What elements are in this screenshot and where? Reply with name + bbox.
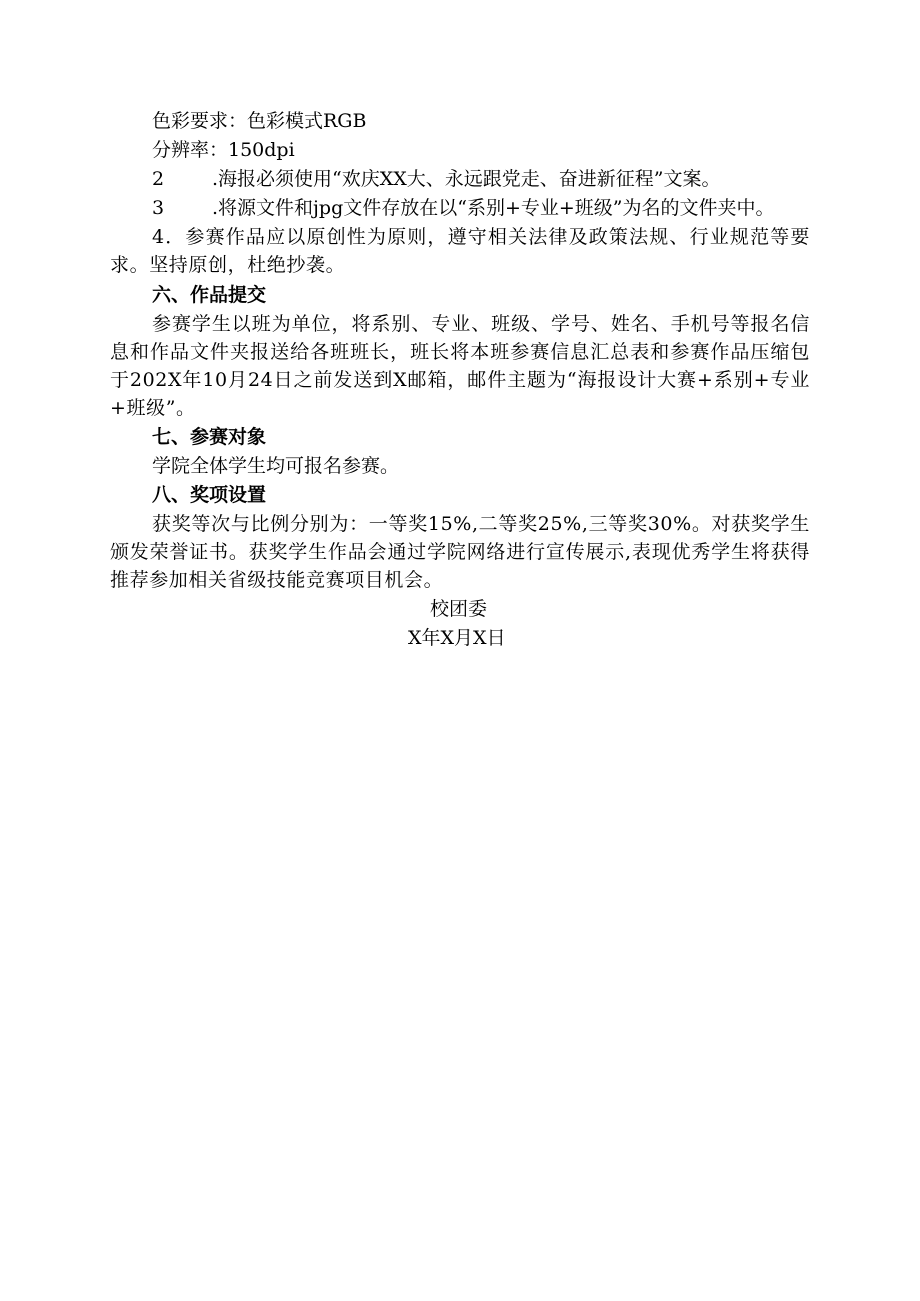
rule-item-3: [152, 194, 775, 222]
rule-item-4: 4．参赛作品应以原创性为原则，遵守相关法律及政策法规、行业规范等要求。坚持原创，杜绝抄袭。: [110, 226, 810, 276]
section-6-heading: 六、作品提交: [152, 284, 267, 306]
section-7-heading: 七、参赛对象: [152, 426, 267, 448]
rule-item-2: [152, 165, 721, 193]
signature-org: 校团委: [430, 598, 488, 620]
color-requirement: 色彩要求：色彩模式RGB: [152, 110, 367, 132]
rule-item-2-number: 2: [152, 168, 165, 190]
rule-item-3-text: .将源文件和jpg文件存放在以“系别+专业+班级”为名的文件夹中。: [212, 197, 775, 219]
signature-date: X年X月X日: [408, 627, 506, 649]
resolution: 分辨率：150dpi: [152, 139, 295, 161]
section-6-body: 参赛学生以班为单位，将系别、专业、班级、学号、姓名、手机号等报名信息和作品文件夹报送给各班班长，班长将本班参赛信息汇总表和参赛作品压缩包于202X年10月24日之前发送到X邮箱，邮件主题为“海报设计大赛+系别+专业+班级”。: [110, 313, 810, 419]
section-8-body: 获奖等次与比例分别为：一等奖15%,二等奖25%,三等奖30%。对获奖学生颁发荣誉证书。获奖学生作品会通过学院网络进行宣传展示,表现优秀学生将获得推荐参加相关省级技能竞赛项目机会。: [110, 513, 810, 591]
section-7-body: 学院全体学生均可报名参赛。: [152, 455, 400, 477]
section-8-heading: 八、奖项设置: [152, 484, 267, 506]
rule-item-2-text: .海报必须使用“欢庆XX大、永远跟党走、奋进新征程”文案。: [212, 168, 721, 190]
rule-item-3-number: 3: [152, 197, 165, 219]
